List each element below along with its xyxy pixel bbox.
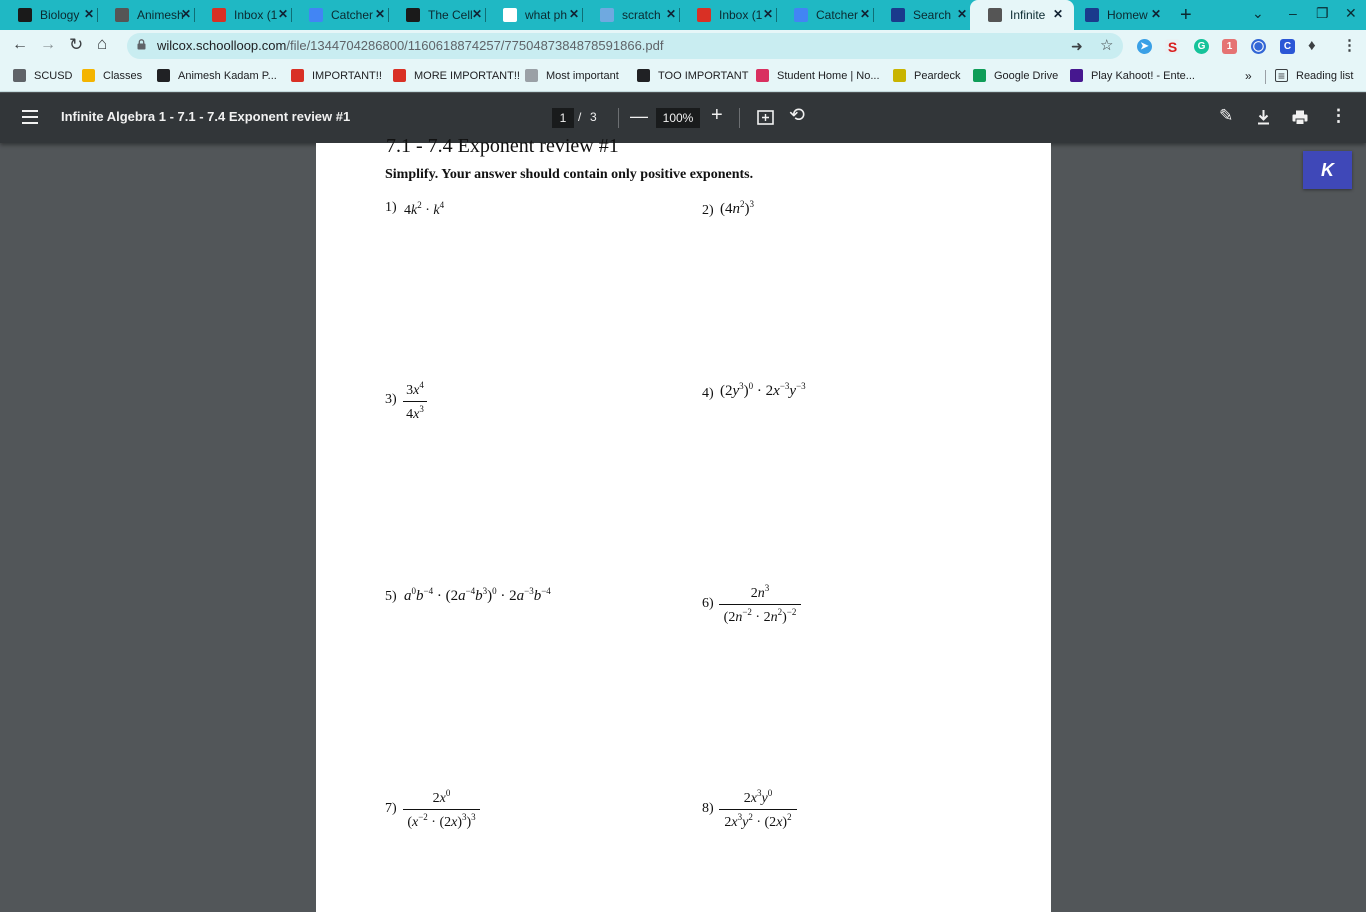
toolbar-divider — [618, 108, 619, 128]
pear-icon — [893, 69, 906, 82]
bookmarks-bar — [0, 62, 1366, 92]
bookmark-item[interactable] — [525, 69, 619, 82]
close-tab-icon[interactable]: ✕ — [860, 7, 871, 21]
extension-badge-icon[interactable]: 1 — [1222, 39, 1237, 54]
browser-tab[interactable] — [679, 0, 776, 30]
tab-title: Animesh — [137, 8, 184, 22]
back-icon[interactable]: ← — [12, 36, 28, 53]
zoom-level-input[interactable]: 100% — [656, 108, 700, 128]
browser-tab[interactable] — [0, 0, 97, 30]
close-tab-icon[interactable]: ✕ — [472, 7, 483, 21]
star-badge-icon — [891, 8, 905, 22]
tab-title: Catcher — [331, 8, 374, 22]
classroom-icon — [82, 69, 95, 82]
minimize-icon[interactable]: – — [1289, 5, 1297, 21]
tab-title: Inbox (1 — [719, 8, 763, 22]
globe-icon — [157, 69, 170, 82]
bookmark-label: Google Drive — [994, 69, 1059, 82]
bookmark-item[interactable] — [756, 69, 880, 82]
bookmark-item[interactable] — [973, 69, 1058, 82]
reading-list-label: Reading list — [1296, 69, 1354, 82]
document-heading: 7.1 - 7.4 Exponent review #1 — [386, 135, 619, 157]
browser-tab[interactable] — [291, 0, 388, 30]
eye-icon — [637, 69, 650, 82]
address-toolbar — [0, 30, 1366, 62]
tab-title: Biology — [40, 8, 80, 22]
bookmark-label: Peardeck — [914, 69, 961, 82]
bookmark-label: Student Home | No... — [777, 69, 880, 82]
close-tab-icon[interactable]: ✕ — [1053, 7, 1064, 21]
bookmark-item[interactable] — [893, 69, 960, 82]
extensions-puzzle-icon[interactable]: ♦ — [1308, 37, 1316, 54]
tab-strip — [0, 0, 1366, 30]
url-host: wilcox.schoolloop.com — [157, 38, 287, 53]
close-tab-icon[interactable]: ✕ — [666, 7, 677, 21]
problem-number: 6) — [702, 596, 714, 611]
zoom-in-icon[interactable]: + — [711, 104, 723, 126]
page-total: 3 — [590, 110, 597, 124]
fit-page-icon[interactable] — [757, 110, 774, 125]
folder-icon — [13, 69, 26, 82]
toolbar-divider — [739, 108, 740, 128]
forward-icon[interactable]: → — [40, 36, 56, 53]
tab-title: The Cell — [428, 8, 473, 22]
google-icon — [503, 8, 517, 22]
bookmark-item[interactable] — [393, 69, 520, 82]
gmail-icon — [697, 8, 711, 22]
docs-icon — [309, 8, 323, 22]
pdf-toolbar — [0, 93, 1366, 143]
problem-number: 8) — [702, 801, 714, 816]
bookmark-label: MORE IMPORTANT!! — [414, 69, 520, 82]
problem-number: 1) — [385, 200, 397, 215]
browser-tab[interactable] — [873, 0, 970, 30]
globe-icon — [115, 8, 129, 22]
globe-icon — [988, 8, 1002, 22]
download-icon[interactable] — [1257, 110, 1270, 125]
extension-s-icon[interactable]: S — [1165, 39, 1180, 54]
browser-tab[interactable] — [485, 0, 582, 30]
tab-title: Infinite — [1010, 8, 1046, 22]
pdf-title: Infinite Algebra 1 - 7.1 - 7.4 Exponent review #1 — [61, 109, 351, 124]
page-icon — [525, 69, 538, 82]
bookmark-item[interactable] — [13, 69, 73, 82]
grammarly-icon[interactable]: G — [1194, 39, 1209, 54]
vpn-shield-icon[interactable]: ◯ — [1252, 41, 1265, 52]
close-tab-icon[interactable]: ✕ — [763, 7, 774, 21]
rotate-icon[interactable]: ⟲ — [789, 105, 805, 126]
url-path: /file/1344704286800/1160618874257/7750487384878591866.pdf — [286, 38, 664, 53]
page-number-input[interactable]: 1 — [552, 108, 574, 128]
browser-tab[interactable] — [582, 0, 679, 30]
kahoot-icon — [1070, 69, 1083, 82]
problem-2-expression: $(4n^2)^3$ — [720, 199, 754, 217]
address-bar[interactable] — [127, 33, 1123, 59]
browser-tab[interactable] — [1067, 0, 1164, 30]
tab-search-icon[interactable]: ⌄ — [1252, 5, 1264, 21]
classroom-icon — [18, 8, 32, 22]
problem-number: 5) — [385, 589, 397, 604]
drive-icon — [973, 69, 986, 82]
browser-tab[interactable] — [194, 0, 291, 30]
close-tab-icon[interactable]: ✕ — [957, 7, 968, 21]
share-icon[interactable]: ➜ — [1071, 38, 1083, 54]
close-tab-icon[interactable]: ✕ — [375, 7, 386, 21]
home-icon[interactable]: ⌂ — [97, 34, 108, 53]
close-tab-icon[interactable]: ✕ — [1151, 7, 1162, 21]
bookmark-label: IMPORTANT!! — [312, 69, 382, 82]
scratch-icon — [600, 8, 614, 22]
close-tab-icon[interactable]: ✕ — [84, 7, 95, 21]
tab-title: scratch — [622, 8, 661, 22]
kahoot-floating-button[interactable]: K — [1303, 151, 1352, 189]
problem-7-expression: $2x^0$ $(x^{-2} \cdot (2x)^3)^3$ — [403, 788, 480, 831]
bookmark-label: TOO IMPORTANT — [658, 69, 749, 82]
new-tab-button[interactable]: + — [1180, 4, 1192, 26]
url-text — [157, 38, 663, 53]
n-icon — [756, 69, 769, 82]
bookmarks-overflow-button[interactable]: » — [1245, 69, 1252, 83]
problem-number: 3) — [385, 392, 397, 407]
page-separator: / — [578, 110, 582, 124]
bookmark-item[interactable] — [82, 69, 142, 82]
gmail-icon — [212, 8, 226, 22]
tab-title: what ph — [525, 8, 568, 22]
problem-6-expression: $2n^3$ $(2n^{-2} \cdot 2n^2)^{-2}$ — [719, 583, 801, 626]
bookmark-label: Play Kahoot! - Ente... — [1091, 69, 1195, 82]
pdf-more-icon[interactable]: ⋮ — [1330, 106, 1347, 125]
browser-tab[interactable] — [388, 0, 485, 30]
problem-number: 7) — [385, 801, 397, 816]
extension-arrow-icon[interactable]: ➤ — [1137, 39, 1152, 54]
browser-tab[interactable] — [970, 0, 1074, 30]
tab-title: Search — [913, 8, 952, 22]
problem-5-expression: $a^0b^{-4} \cdot (2a^{-4}b^3)^0 \cdot 2a^{-3}b^{-4}$ — [404, 586, 551, 604]
bookmark-label: Most important — [546, 69, 619, 82]
bookmark-item[interactable] — [157, 69, 277, 82]
bookmark-star-icon[interactable]: ☆ — [1100, 37, 1114, 54]
docs-icon — [794, 8, 808, 22]
problem-number: 2) — [702, 203, 714, 218]
problem-8-expression: $2x^3y^0$ $2x^3y^2 \cdot (2x)^2$ — [719, 788, 797, 831]
tab-title: Homew — [1107, 8, 1148, 22]
bookmark-item[interactable] — [637, 69, 748, 82]
problem-1-expression: $4k^2 \cdot k^4$ — [404, 200, 445, 218]
problem-4-expression: $(2y^3)^0 \cdot 2x^{-3}y^{-3}$ — [720, 381, 806, 399]
star-badge-icon — [1085, 8, 1099, 22]
close-tab-icon[interactable]: ✕ — [569, 7, 580, 21]
document-instructions: Simplify. Your answer should contain only positive exponents. — [385, 167, 754, 182]
quizlet-icon — [406, 8, 420, 22]
bookmark-item[interactable] — [1070, 69, 1195, 82]
close-tab-icon[interactable]: ✕ — [278, 7, 289, 21]
tab-title: Catcher — [816, 8, 859, 22]
tab-title: Inbox (1 — [234, 8, 278, 22]
chrome-menu-icon[interactable]: ⋮ — [1342, 37, 1357, 54]
bookmark-label: SCUSD — [34, 69, 73, 82]
close-window-icon[interactable]: ✕ — [1345, 5, 1357, 21]
zoom-out-icon[interactable]: — — [630, 106, 648, 126]
extension-c-icon[interactable]: C — [1280, 39, 1295, 54]
close-tab-icon[interactable]: ✕ — [181, 7, 192, 21]
browser-tab[interactable] — [776, 0, 873, 30]
flame-icon — [291, 69, 304, 82]
reading-list-icon: ≡ — [1275, 69, 1288, 82]
reading-list-button[interactable] — [1275, 69, 1353, 82]
lock-icon — [137, 39, 146, 50]
pdf-page — [316, 135, 1051, 912]
reload-icon[interactable]: ↻ — [69, 35, 84, 54]
annotate-pencil-icon[interactable]: ✎ — [1219, 106, 1234, 125]
bookmark-label: Animesh Kadam P... — [178, 69, 277, 82]
browser-tab[interactable] — [97, 0, 194, 30]
bookmark-item[interactable] — [291, 69, 382, 82]
bookmarks-divider — [1265, 70, 1266, 84]
print-icon[interactable] — [1292, 110, 1308, 125]
problem-number: 4) — [702, 386, 714, 401]
swirl-icon — [393, 69, 406, 82]
pdf-menu-icon[interactable] — [22, 110, 38, 128]
problem-3-expression: $3x^4$ $4x^3$ — [403, 380, 427, 423]
restore-icon[interactable]: ❐ — [1316, 5, 1329, 21]
bookmark-label: Classes — [103, 69, 143, 82]
